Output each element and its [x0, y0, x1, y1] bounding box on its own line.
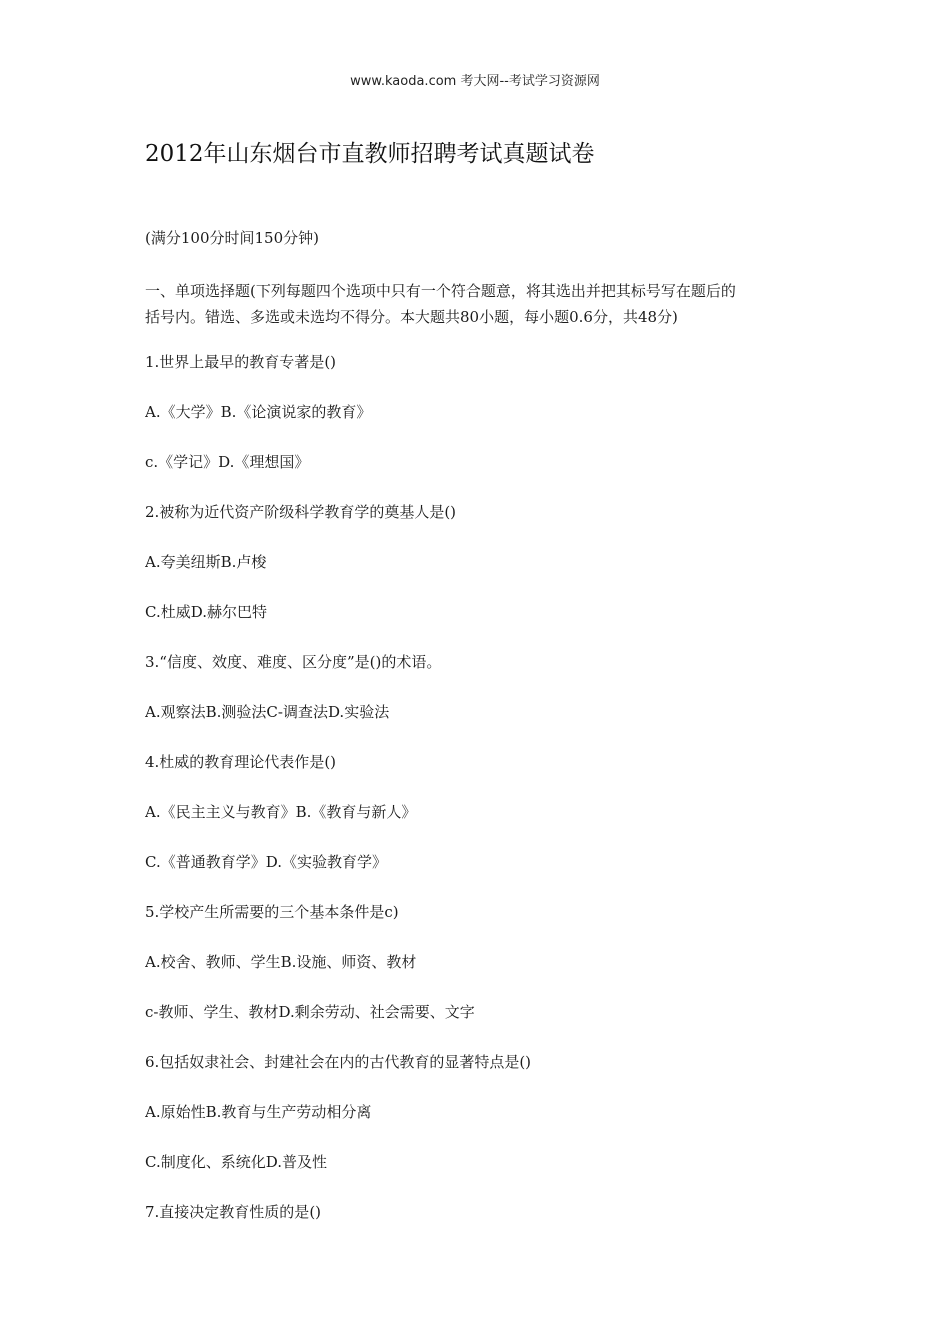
question-3: 3.“信度、效度、难度、区分度”是()的术语。	[145, 653, 442, 671]
section-instructions-line-2: 括号内。错选、多选或未选均不得分。本大题共80小题，每小题0.6分，共48分)	[145, 308, 678, 326]
section-instructions	[145, 278, 825, 330]
question-1-options-ab: A.《大学》B.《论演说家的教育》	[145, 403, 372, 421]
question-5-options-ab: A.校舍、教师、学生B.设施、师资、教材	[145, 953, 417, 971]
question-5: 5.学校产生所需要的三个基本条件是c)	[145, 903, 399, 921]
question-4-options-cd: C.《普通教育学》D.《实验教育学》	[145, 853, 387, 871]
question-3-options: A.观察法B.测验法C-调查法D.实验法	[145, 703, 390, 721]
question-2-options-ab: A.夸美纽斯B.卢梭	[145, 553, 267, 571]
question-7: 7.直接决定教育性质的是()	[145, 1203, 322, 1221]
question-2-options-cd: C.杜威D.赫尔巴特	[145, 603, 267, 621]
page-header: www.kaoda.com 考大网--考试学习资源网	[350, 74, 600, 89]
exam-info: (满分100分时间150分钟)	[145, 229, 319, 247]
question-6: 6.包括奴隶社会、封建社会在内的古代教育的显著特点是()	[145, 1053, 532, 1071]
question-2: 2.被称为近代资产阶级科学教育学的奠基人是()	[145, 503, 457, 521]
question-1-options-cd: c.《学记》D.《理想国》	[145, 453, 310, 471]
question-6-options-ab: A.原始性B.教育与生产劳动相分离	[145, 1103, 372, 1121]
document-title: 2012年山东烟台市直教师招聘考试真题试卷	[145, 141, 595, 167]
question-1: 1.世界上最早的教育专著是()	[145, 353, 337, 371]
document-body	[145, 228, 825, 1252]
section-instructions-line-1: 一、单项选择题(下列每题四个选项中只有一个符合题意，将其选出并把其标号写在题后的	[145, 282, 736, 300]
question-4-options-ab: A.《民主主义与教育》B.《教育与新人》	[145, 803, 417, 821]
question-6-options-cd: C.制度化、系统化D.普及性	[145, 1153, 327, 1171]
question-5-options-cd: c-教师、学生、教材D.剩余劳动、社会需要、文字	[145, 1003, 475, 1021]
question-4: 4.杜威的教育理论代表作是()	[145, 753, 337, 771]
